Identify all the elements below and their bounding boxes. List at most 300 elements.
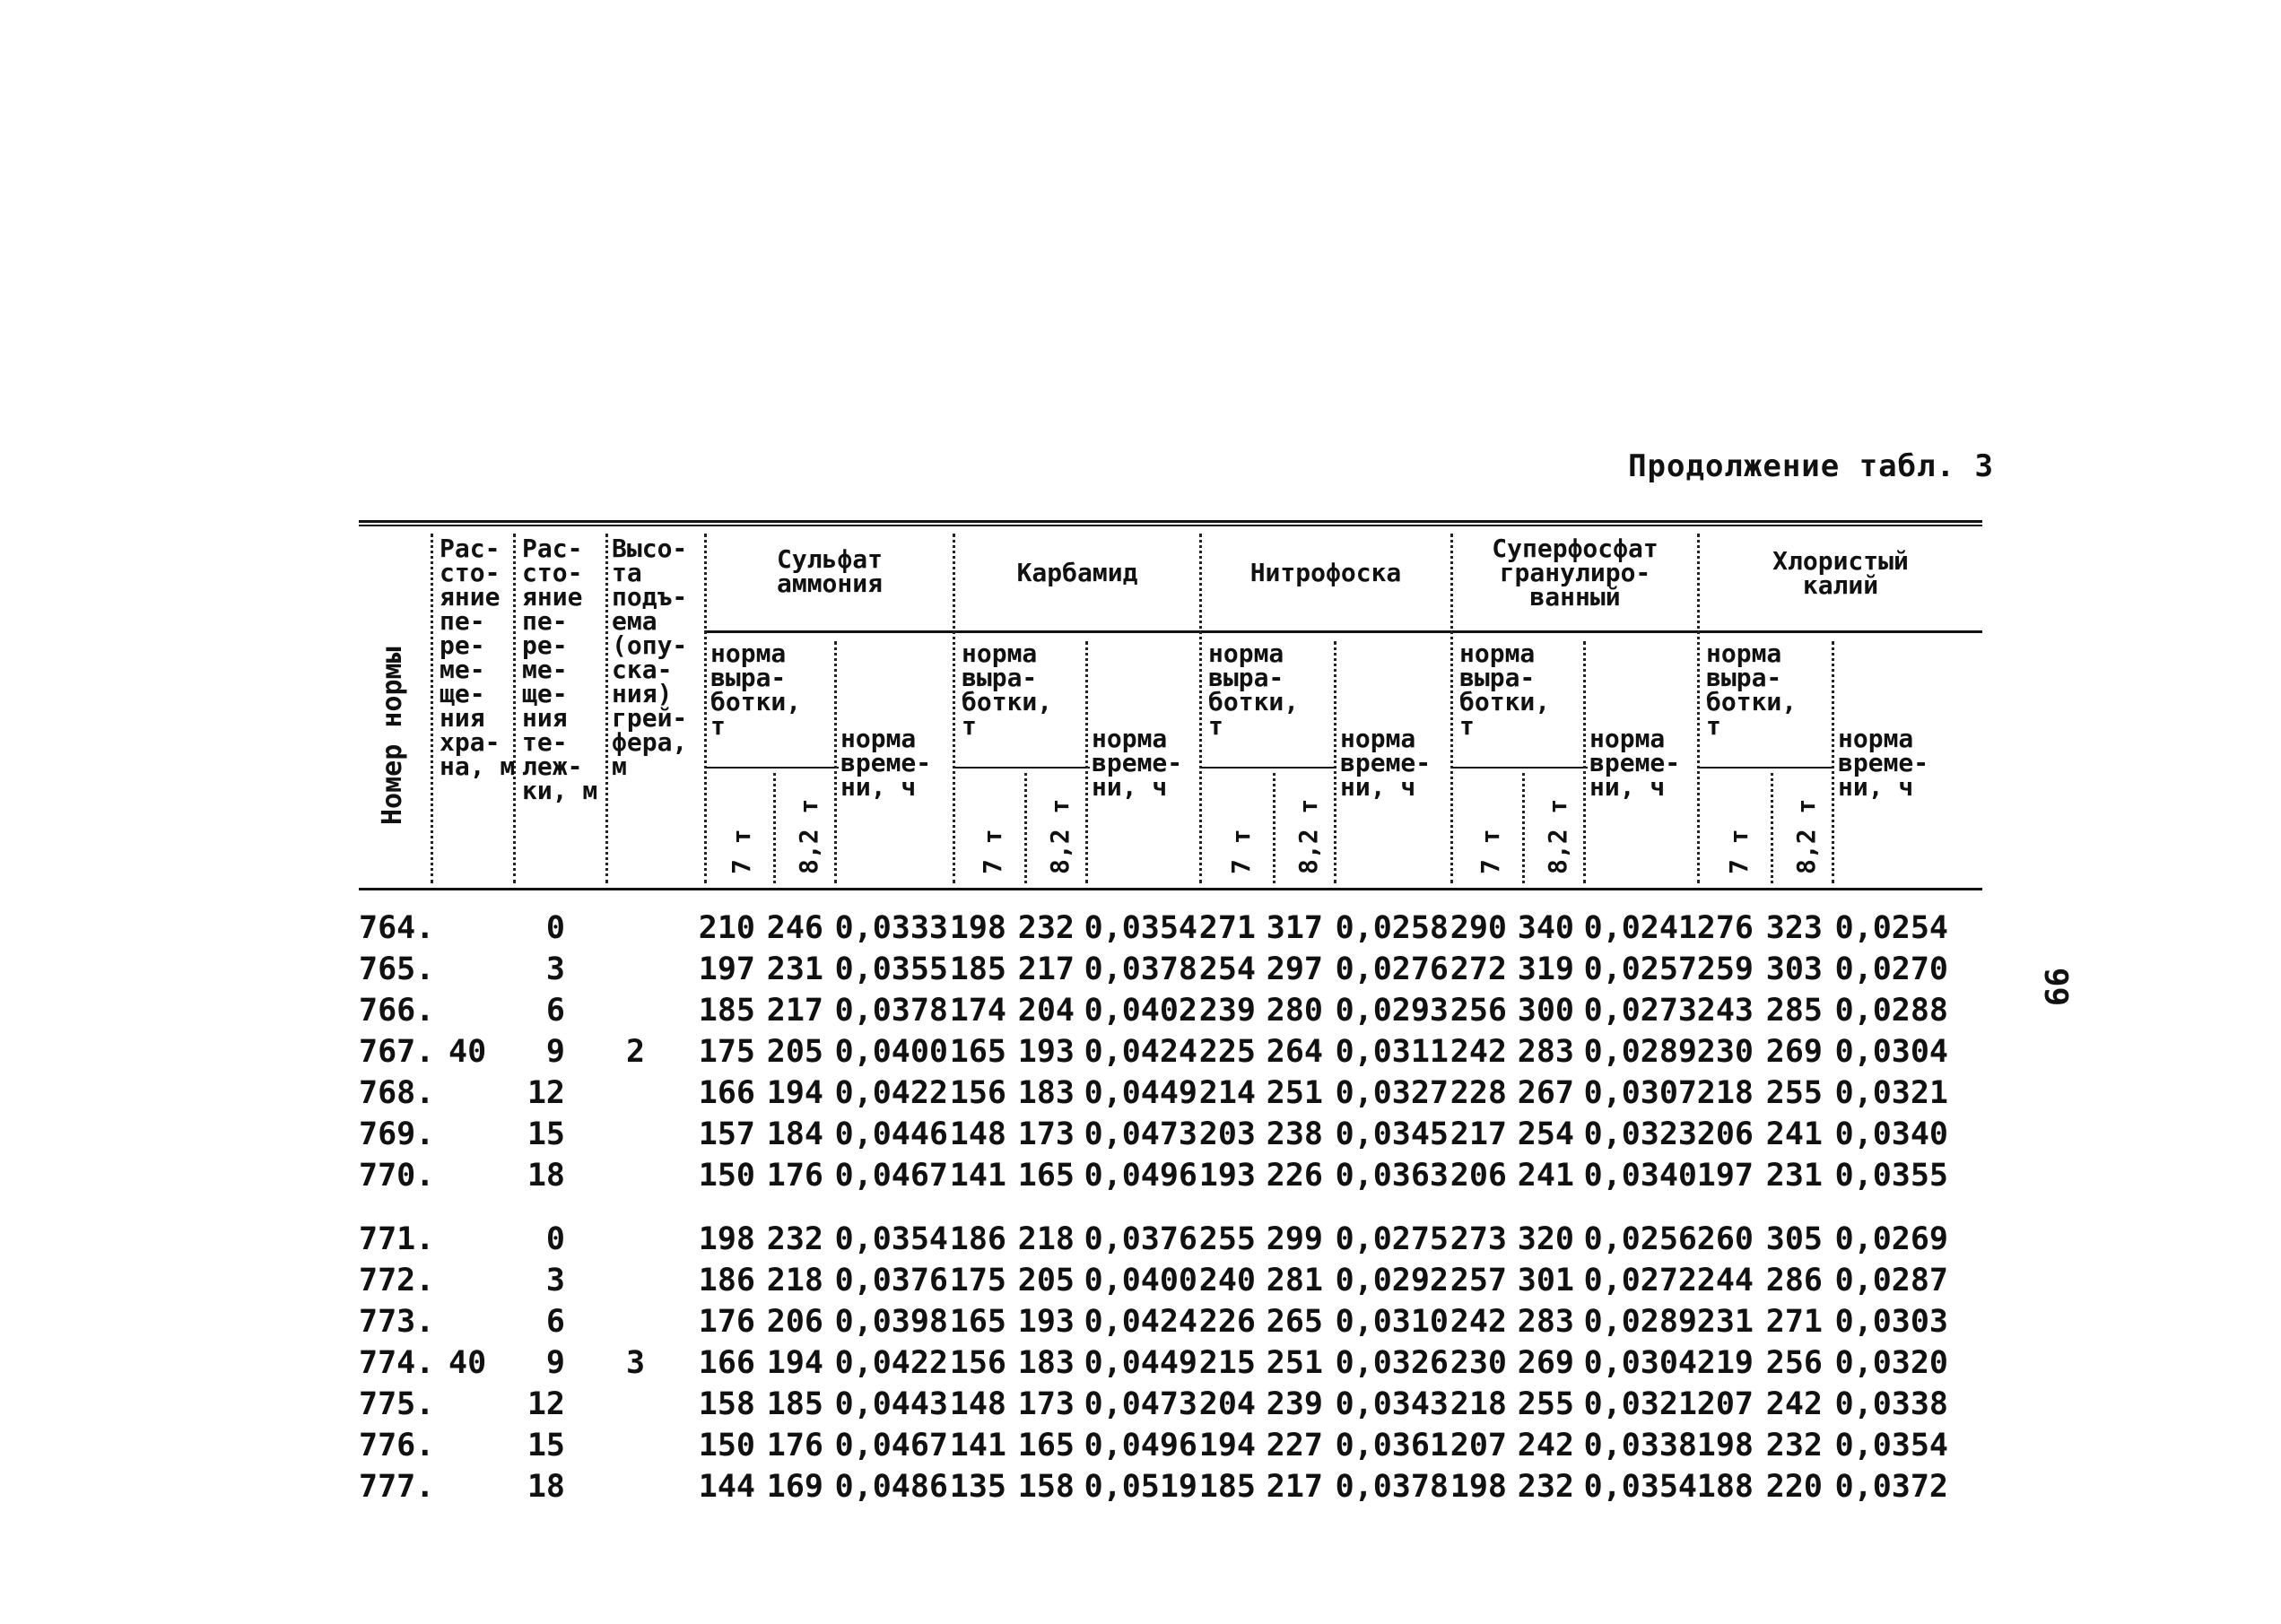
value-cell: 286 (1765, 1263, 1823, 1298)
value-cell: 206 (1450, 1158, 1507, 1194)
subheader-7t: 7 т (727, 829, 756, 874)
norm-number-cell: 770. (359, 1158, 435, 1194)
value-cell: 217 (1450, 1116, 1507, 1152)
value-cell: 303 (1765, 951, 1823, 987)
time-norm-header: норма време- ни, ч (840, 724, 932, 802)
header-separator (1583, 641, 1586, 883)
distance-equipment-cell: 9 (545, 1034, 565, 1070)
value-cell: 301 (1517, 1263, 1574, 1298)
value-cell: 269 (1517, 1345, 1574, 1381)
distance-equipment-cell: 9 (545, 1345, 565, 1381)
value-cell: 219 (1696, 1345, 1754, 1381)
norm-number-cell: 765. (359, 951, 435, 987)
height-cell: 3 (626, 1345, 646, 1381)
value-cell: 0,0303 (1834, 1304, 1948, 1340)
value-cell: 0,0293 (1335, 993, 1449, 1029)
value-cell: 193 (1198, 1158, 1256, 1194)
value-cell: 185 (1198, 1469, 1256, 1505)
value-cell: 175 (949, 1263, 1006, 1298)
value-cell: 141 (949, 1428, 1006, 1463)
norm-number-cell: 766. (359, 993, 435, 1029)
value-cell: 0,0400 (834, 1034, 948, 1070)
value-cell: 0,0424 (1084, 1304, 1197, 1340)
value-cell: 204 (1017, 993, 1075, 1029)
value-cell: 0,0254 (1834, 910, 1948, 946)
header-separator (605, 534, 608, 883)
distance-storage-cell: 40 (448, 1034, 487, 1070)
subheader-rule-1 (704, 767, 839, 769)
value-cell: 0,0311 (1335, 1034, 1449, 1070)
value-cell: 158 (698, 1386, 755, 1422)
value-cell: 185 (949, 951, 1006, 987)
distance-equipment-cell: 3 (545, 951, 565, 987)
table-row (0, 1034, 2281, 1075)
value-cell: 193 (1017, 1034, 1075, 1070)
value-cell: 0,0257 (1583, 951, 1697, 987)
value-cell: 259 (1696, 951, 1754, 987)
value-cell: 0,0355 (834, 951, 948, 987)
value-cell: 0,0378 (834, 993, 948, 1029)
value-cell: 231 (1696, 1304, 1754, 1340)
subheader-rule-5 (1700, 767, 1834, 769)
value-cell: 232 (1017, 910, 1075, 946)
value-cell: 0,0287 (1834, 1263, 1948, 1298)
value-cell: 217 (766, 993, 823, 1029)
value-cell: 241 (1765, 1116, 1823, 1152)
value-cell: 0,0345 (1335, 1116, 1449, 1152)
time-norm-header: норма време- ни, ч (1092, 724, 1183, 802)
header-distance-storage: Рас- сто- яние пе- ре- ме- ще- ния хра- на, м (440, 534, 516, 781)
value-cell: 0,0496 (1084, 1428, 1197, 1463)
value-cell: 0,0361 (1335, 1428, 1449, 1463)
value-cell: 0,0402 (1084, 993, 1197, 1029)
value-cell: 265 (1266, 1304, 1323, 1340)
value-cell: 206 (1696, 1116, 1754, 1152)
value-cell: 169 (766, 1469, 823, 1505)
value-cell: 283 (1517, 1034, 1574, 1070)
table-top-rule-2 (359, 525, 1982, 526)
value-cell: 0,0307 (1583, 1075, 1697, 1111)
value-cell: 305 (1765, 1221, 1823, 1257)
norm-number-cell: 774. (359, 1345, 435, 1381)
value-cell: 0,0363 (1335, 1158, 1449, 1194)
value-cell: 0,0288 (1834, 993, 1948, 1029)
value-cell: 198 (1450, 1469, 1507, 1505)
subheader-rule-3 (1202, 767, 1336, 769)
value-cell: 0,0398 (834, 1304, 948, 1340)
table-row (0, 1304, 2281, 1345)
value-cell: 0,0449 (1084, 1345, 1197, 1381)
value-cell: 240 (1198, 1263, 1256, 1298)
value-cell: 317 (1266, 910, 1323, 946)
value-cell: 0,0256 (1583, 1221, 1697, 1257)
value-cell: 0,0422 (834, 1075, 948, 1111)
value-cell: 254 (1517, 1116, 1574, 1152)
value-cell: 340 (1517, 910, 1574, 946)
value-cell: 0,0338 (1834, 1386, 1948, 1422)
value-cell: 0,0269 (1834, 1221, 1948, 1257)
value-cell: 220 (1765, 1469, 1823, 1505)
value-cell: 0,0333 (834, 910, 948, 946)
value-cell: 176 (766, 1428, 823, 1463)
value-cell: 218 (1696, 1075, 1754, 1111)
distance-equipment-cell: 15 (527, 1116, 565, 1152)
time-norm-header: норма време- ни, ч (1838, 724, 1929, 802)
header-distance-equipment: Рас- сто- яние пе- ре- ме- ще- ния те- леж- ки, м (522, 534, 598, 805)
value-cell: 0,0355 (1834, 1158, 1948, 1194)
value-cell: 0,0486 (834, 1469, 948, 1505)
group-header-carbamide: Карбамид (1016, 558, 1138, 587)
value-cell: 280 (1266, 993, 1323, 1029)
value-cell: 272 (1450, 951, 1507, 987)
value-cell: 166 (698, 1345, 755, 1381)
header-separator (704, 534, 707, 883)
table-row (0, 993, 2281, 1034)
header-separator (1771, 773, 1773, 883)
value-cell: 198 (949, 910, 1006, 946)
value-cell: 232 (766, 1221, 823, 1257)
value-cell: 207 (1450, 1428, 1507, 1463)
subheader-7t: 7 т (1724, 829, 1754, 874)
output-norm-header: норма выра- ботки, т (1459, 638, 1551, 741)
value-cell: 175 (698, 1034, 755, 1070)
value-cell: 194 (766, 1075, 823, 1111)
value-cell: 0,0354 (1084, 910, 1197, 946)
value-cell: 205 (1017, 1263, 1075, 1298)
value-cell: 156 (949, 1345, 1006, 1381)
value-cell: 150 (698, 1158, 755, 1194)
value-cell: 198 (1696, 1428, 1754, 1463)
group-header-ammonium-sulfate: Сульфат аммония (776, 544, 883, 598)
value-cell: 300 (1517, 993, 1574, 1029)
value-cell: 255 (1198, 1221, 1256, 1257)
value-cell: 185 (766, 1386, 823, 1422)
output-norm-header: норма выра- ботки, т (710, 638, 802, 741)
table-row (0, 1075, 2281, 1116)
time-norm-header: норма време- ни, ч (1589, 724, 1681, 802)
value-cell: 0,0272 (1583, 1263, 1697, 1298)
group-header-potassium-chloride: Хлористый калий (1772, 546, 1909, 600)
subheader-7t: 7 т (1226, 829, 1256, 874)
value-cell: 276 (1696, 910, 1754, 946)
time-norm-header: норма време- ни, ч (1340, 724, 1432, 802)
value-cell: 232 (1765, 1428, 1823, 1463)
value-cell: 0,0372 (1834, 1469, 1948, 1505)
subheader-7t: 7 т (978, 829, 1007, 874)
value-cell: 256 (1765, 1345, 1823, 1381)
distance-equipment-cell: 12 (527, 1075, 565, 1111)
distance-equipment-cell: 6 (545, 1304, 565, 1340)
value-cell: 188 (1696, 1469, 1754, 1505)
value-cell: 144 (698, 1469, 755, 1505)
header-separator (1832, 641, 1834, 883)
value-cell: 0,0443 (834, 1386, 948, 1422)
value-cell: 173 (1017, 1386, 1075, 1422)
value-cell: 158 (1017, 1469, 1075, 1505)
value-cell: 244 (1696, 1263, 1754, 1298)
output-norm-header: норма выра- ботки, т (962, 638, 1053, 741)
header-separator (953, 534, 955, 883)
page-number: 99 (2037, 967, 2075, 1007)
table-row (0, 1386, 2281, 1428)
table-row (0, 1116, 2281, 1158)
value-cell: 0,0289 (1583, 1304, 1697, 1340)
value-cell: 226 (1266, 1158, 1323, 1194)
subheader-7t: 7 т (1476, 829, 1505, 874)
table-row (0, 1428, 2281, 1469)
value-cell: 215 (1198, 1345, 1256, 1381)
value-cell: 210 (698, 910, 755, 946)
value-cell: 197 (698, 951, 755, 987)
value-cell: 255 (1765, 1075, 1823, 1111)
value-cell: 197 (1696, 1158, 1754, 1194)
header-bottom-rule (359, 888, 1982, 890)
header-separator (431, 534, 433, 883)
value-cell: 241 (1517, 1158, 1574, 1194)
value-cell: 255 (1517, 1386, 1574, 1422)
value-cell: 204 (1198, 1386, 1256, 1422)
value-cell: 0,0270 (1834, 951, 1948, 987)
value-cell: 0,0376 (834, 1263, 948, 1298)
value-cell: 273 (1450, 1221, 1507, 1257)
header-separator (1334, 641, 1336, 883)
norm-number-cell: 764. (359, 910, 435, 946)
value-cell: 217 (1017, 951, 1075, 987)
output-norm-header: норма выра- ботки, т (1706, 638, 1798, 741)
value-cell: 0,0376 (1084, 1221, 1197, 1257)
value-cell: 0,0519 (1084, 1469, 1197, 1505)
header-separator (834, 641, 837, 883)
header-height: Высо- та подъ- ема (опу- ска- ния) грей- фера, м (612, 534, 688, 781)
value-cell: 198 (698, 1221, 755, 1257)
value-cell: 217 (1266, 1469, 1323, 1505)
norm-number-cell: 767. (359, 1034, 435, 1070)
value-cell: 227 (1266, 1428, 1323, 1463)
value-cell: 0,0276 (1335, 951, 1449, 987)
value-cell: 242 (1450, 1034, 1507, 1070)
norm-number-cell: 776. (359, 1428, 435, 1463)
value-cell: 0,0321 (1834, 1075, 1948, 1111)
value-cell: 251 (1266, 1345, 1323, 1381)
value-cell: 150 (698, 1428, 755, 1463)
value-cell: 242 (1765, 1386, 1823, 1422)
value-cell: 0,0473 (1084, 1386, 1197, 1422)
value-cell: 0,0467 (834, 1158, 948, 1194)
value-cell: 239 (1198, 993, 1256, 1029)
value-cell: 194 (766, 1345, 823, 1381)
value-cell: 174 (949, 993, 1006, 1029)
table-row (0, 1345, 2281, 1386)
table-row (0, 910, 2281, 951)
norm-number-cell: 777. (359, 1469, 435, 1505)
header-separator (1024, 773, 1027, 883)
group-subheader-rule (704, 630, 1982, 633)
distance-equipment-cell: 0 (545, 910, 565, 946)
value-cell: 0,0273 (1583, 993, 1697, 1029)
value-cell: 176 (698, 1304, 755, 1340)
value-cell: 0,0378 (1335, 1469, 1449, 1505)
value-cell: 148 (949, 1116, 1006, 1152)
value-cell: 148 (949, 1386, 1006, 1422)
distance-equipment-cell: 6 (545, 993, 565, 1029)
distance-equipment-cell: 3 (545, 1263, 565, 1298)
header-separator (513, 534, 516, 883)
value-cell: 264 (1266, 1034, 1323, 1070)
value-cell: 323 (1765, 910, 1823, 946)
value-cell: 0,0310 (1335, 1304, 1449, 1340)
value-cell: 183 (1017, 1075, 1075, 1111)
group-header-superphosphate: Суперфосфат гранулиро- ванный (1492, 534, 1659, 612)
value-cell: 0,0449 (1084, 1075, 1197, 1111)
norm-number-cell: 772. (359, 1263, 435, 1298)
value-cell: 0,0424 (1084, 1034, 1197, 1070)
value-cell: 254 (1198, 951, 1256, 987)
norm-number-cell: 775. (359, 1386, 435, 1422)
norm-number-cell: 769. (359, 1116, 435, 1152)
value-cell: 0,0343 (1335, 1386, 1449, 1422)
norm-number-cell: 768. (359, 1075, 435, 1111)
value-cell: 0,0289 (1583, 1034, 1697, 1070)
value-cell: 0,0340 (1834, 1116, 1948, 1152)
table-row (0, 1469, 2281, 1510)
value-cell: 218 (1450, 1386, 1507, 1422)
value-cell: 0,0496 (1084, 1158, 1197, 1194)
value-cell: 0,0354 (1583, 1469, 1697, 1505)
value-cell: 173 (1017, 1116, 1075, 1152)
value-cell: 243 (1696, 993, 1754, 1029)
value-cell: 0,0473 (1084, 1116, 1197, 1152)
value-cell: 0,0320 (1834, 1345, 1948, 1381)
value-cell: 205 (766, 1034, 823, 1070)
value-cell: 0,0354 (1834, 1428, 1948, 1463)
value-cell: 0,0323 (1583, 1116, 1697, 1152)
value-cell: 165 (949, 1034, 1006, 1070)
value-cell: 0,0467 (834, 1428, 948, 1463)
value-cell: 239 (1266, 1386, 1323, 1422)
value-cell: 0,0321 (1583, 1386, 1697, 1422)
value-cell: 166 (698, 1075, 755, 1111)
value-cell: 290 (1450, 910, 1507, 946)
value-cell: 299 (1266, 1221, 1323, 1257)
value-cell: 231 (1765, 1158, 1823, 1194)
value-cell: 0,0304 (1583, 1345, 1697, 1381)
value-cell: 0,0241 (1583, 910, 1697, 946)
value-cell: 238 (1266, 1116, 1323, 1152)
value-cell: 165 (1017, 1428, 1075, 1463)
value-cell: 141 (949, 1158, 1006, 1194)
value-cell: 176 (766, 1158, 823, 1194)
value-cell: 218 (1017, 1221, 1075, 1257)
group-header-nitrophoska: Нитрофоска (1249, 558, 1402, 587)
table-top-rule (359, 520, 1982, 523)
value-cell: 157 (698, 1116, 755, 1152)
distance-equipment-cell: 15 (527, 1428, 565, 1463)
value-cell: 0,0400 (1084, 1263, 1197, 1298)
value-cell: 186 (698, 1263, 755, 1298)
value-cell: 319 (1517, 951, 1574, 987)
value-cell: 228 (1450, 1075, 1507, 1111)
value-cell: 267 (1517, 1075, 1574, 1111)
distance-equipment-cell: 0 (545, 1221, 565, 1257)
norm-number-cell: 773. (359, 1304, 435, 1340)
value-cell: 320 (1517, 1221, 1574, 1257)
value-cell: 0,0326 (1335, 1345, 1449, 1381)
value-cell: 0,0446 (834, 1116, 948, 1152)
value-cell: 297 (1266, 951, 1323, 987)
value-cell: 271 (1198, 910, 1256, 946)
value-cell: 242 (1517, 1428, 1574, 1463)
table-row (0, 951, 2281, 993)
value-cell: 0,0354 (834, 1221, 948, 1257)
subheader-82t: 8,2 т (1543, 798, 1572, 874)
value-cell: 0,0275 (1335, 1221, 1449, 1257)
table-caption: Продолжение табл. 3 (1628, 448, 1994, 484)
value-cell: 269 (1765, 1034, 1823, 1070)
value-cell: 251 (1266, 1075, 1323, 1111)
table-row (0, 1221, 2281, 1263)
value-cell: 257 (1450, 1263, 1507, 1298)
value-cell: 0,0292 (1335, 1263, 1449, 1298)
value-cell: 0,0338 (1583, 1428, 1697, 1463)
value-cell: 0,0327 (1335, 1075, 1449, 1111)
value-cell: 226 (1198, 1304, 1256, 1340)
subheader-82t: 8,2 т (794, 798, 823, 874)
value-cell: 285 (1765, 993, 1823, 1029)
header-separator (1273, 773, 1275, 883)
value-cell: 165 (1017, 1158, 1075, 1194)
value-cell: 230 (1450, 1345, 1507, 1381)
value-cell: 225 (1198, 1034, 1256, 1070)
value-cell: 185 (698, 993, 755, 1029)
table-row (0, 1263, 2281, 1304)
value-cell: 135 (949, 1469, 1006, 1505)
value-cell: 246 (766, 910, 823, 946)
value-cell: 194 (1198, 1428, 1256, 1463)
value-cell: 156 (949, 1075, 1006, 1111)
value-cell: 183 (1017, 1345, 1075, 1381)
height-cell: 2 (626, 1034, 646, 1070)
value-cell: 186 (949, 1221, 1006, 1257)
header-separator (1199, 534, 1202, 883)
subheader-rule-2 (955, 767, 1090, 769)
value-cell: 231 (766, 951, 823, 987)
value-cell: 165 (949, 1304, 1006, 1340)
value-cell: 0,0422 (834, 1345, 948, 1381)
value-cell: 0,0378 (1084, 951, 1197, 987)
subheader-82t: 8,2 т (1791, 798, 1821, 874)
distance-storage-cell: 40 (448, 1345, 487, 1381)
header-separator (1697, 534, 1700, 883)
value-cell: 203 (1198, 1116, 1256, 1152)
header-separator (1450, 534, 1453, 883)
value-cell: 0,0304 (1834, 1034, 1948, 1070)
header-separator (773, 773, 776, 883)
value-cell: 242 (1450, 1304, 1507, 1340)
header-norm-number: Номер нормы (377, 647, 408, 825)
value-cell: 207 (1696, 1386, 1754, 1422)
header-separator (1522, 773, 1525, 883)
value-cell: 283 (1517, 1304, 1574, 1340)
distance-equipment-cell: 12 (527, 1386, 565, 1422)
table-row (0, 1158, 2281, 1199)
distance-equipment-cell: 18 (527, 1469, 565, 1505)
subheader-rule-4 (1453, 767, 1588, 769)
subheader-82t: 8,2 т (1045, 798, 1075, 874)
value-cell: 0,0340 (1583, 1158, 1697, 1194)
value-cell: 281 (1266, 1263, 1323, 1298)
value-cell: 218 (766, 1263, 823, 1298)
norm-number-cell: 771. (359, 1221, 435, 1257)
